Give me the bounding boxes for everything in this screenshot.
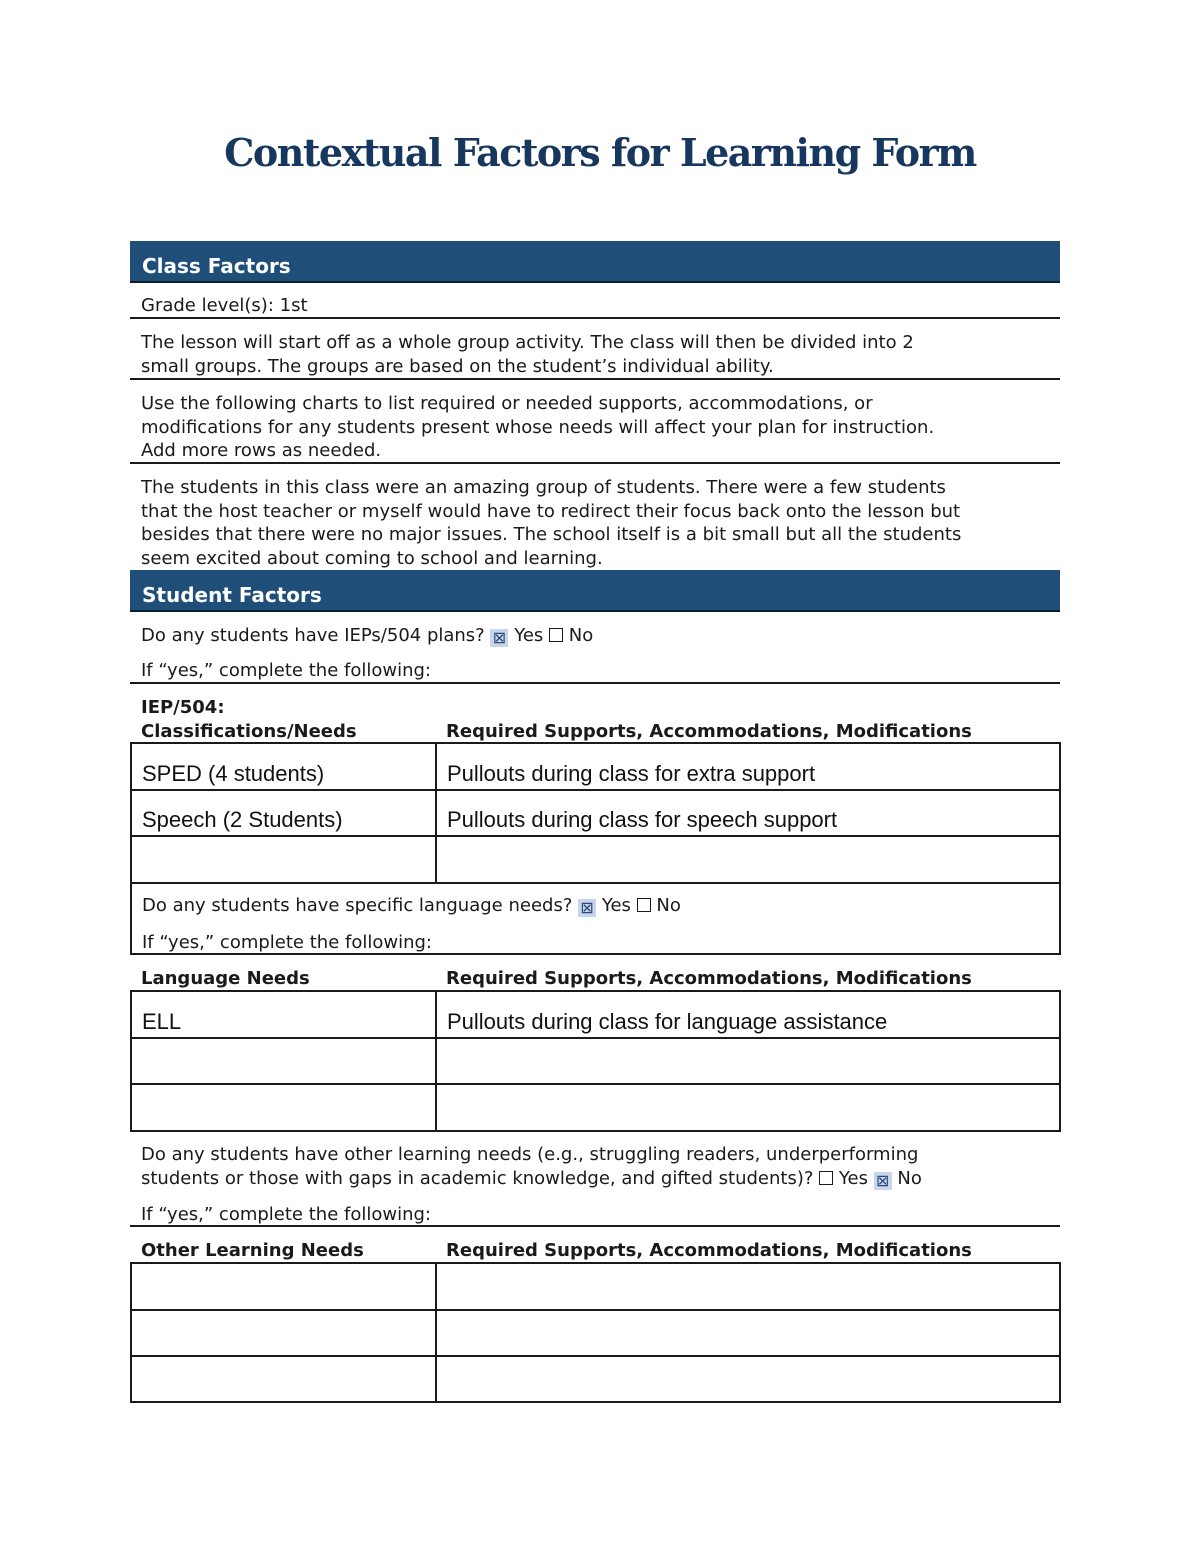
table-row — [131, 1084, 1060, 1131]
page-title: Contextual Factors for Learning Form — [224, 130, 976, 175]
grade-level-row — [130, 283, 1060, 319]
other-needs-question: Do any students have other learning needs (e.g., struggling readers, underperforming students or those with gaps in academic knowledge, and gifted students)? Yes ⊠ No — [141, 1144, 922, 1190]
iep-support-cell[interactable]: Pullouts during class for speech support — [436, 790, 1060, 836]
other-yes-label: Yes — [838, 1167, 868, 1189]
lang-need-cell[interactable] — [131, 1038, 436, 1084]
iep-yes-checkbox[interactable]: ⊠ — [490, 629, 508, 647]
grade-level-text: Grade level(s): 1st — [141, 295, 308, 316]
other-col1-header: Other Learning Needs — [141, 1240, 364, 1261]
lesson-text-line: small groups. The groups are based on the student’s individual ability. — [141, 355, 774, 377]
iep-col2-header: Required Supports, Accommodations, Modifications — [446, 721, 972, 742]
lang-yes-checkbox[interactable]: ⊠ — [578, 899, 596, 917]
iep-col1-header: IEP/504: Classifications/Needs — [141, 697, 357, 742]
iep-question-row — [130, 612, 1060, 684]
table-row — [131, 836, 1060, 883]
other-no-checkbox[interactable]: ⊠ — [874, 1172, 892, 1190]
other-support-cell[interactable] — [436, 1356, 1060, 1402]
lang-need-cell[interactable] — [131, 1084, 436, 1131]
language-question-row — [130, 882, 1061, 955]
lang-support-cell[interactable]: Pullouts during class for language assistance — [436, 991, 1060, 1038]
other-followup-row — [130, 1203, 1060, 1227]
table-row — [131, 1038, 1060, 1084]
iep-need-cell[interactable] — [131, 836, 436, 883]
instructions-line: Add more rows as needed. — [141, 440, 382, 461]
iep-no-checkbox[interactable] — [549, 628, 563, 642]
other-no-label: No — [897, 1167, 922, 1189]
language-col2-header: Required Supports, Accommodations, Modifications — [446, 968, 972, 989]
notes-line: seem excited about coming to school and learning. — [141, 547, 603, 569]
iep-table — [130, 742, 1061, 884]
lang-no-label: No — [656, 895, 681, 916]
notes-line: The students in this class were an amazing group of students. There were a few students — [141, 477, 946, 498]
other-support-cell[interactable] — [436, 1310, 1060, 1356]
other-need-cell[interactable] — [131, 1356, 436, 1402]
other-need-cell[interactable] — [131, 1263, 436, 1310]
iep-support-cell[interactable] — [436, 836, 1060, 883]
other-col2-header: Required Supports, Accommodations, Modifications — [446, 1240, 972, 1261]
instructions-row — [130, 380, 1060, 464]
lesson-description-row — [130, 319, 1060, 380]
language-question: Do any students have specific language needs? ⊠ Yes No — [142, 895, 681, 917]
instructions-line: Use the following charts to list required or needed supports, accommodations, or — [141, 393, 873, 414]
lang-no-checkbox[interactable] — [637, 898, 651, 912]
iep-need-cell[interactable]: Speech (2 Students) — [131, 790, 436, 836]
other-followup: If “yes,” complete the following: — [141, 1204, 431, 1225]
student-factors-header: Student Factors — [130, 570, 1060, 612]
other-support-cell[interactable] — [436, 1263, 1060, 1310]
iep-question: Do any students have IEPs/504 plans? ⊠ Yes No — [141, 625, 594, 647]
lesson-text-line: The lesson will start off as a whole group activity. The class will then be divided into 2 — [141, 332, 914, 353]
language-col1-header: Language Needs — [141, 968, 310, 989]
lang-support-cell[interactable] — [436, 1038, 1060, 1084]
class-factors-header: Class Factors — [130, 241, 1060, 283]
notes-line: besides that there were no major issues. The school itself is a bit small but all the students — [141, 524, 962, 545]
table-row — [131, 1310, 1060, 1356]
lang-yes-label: Yes — [601, 895, 631, 916]
table-row — [131, 743, 1060, 790]
iep-need-cell[interactable]: SPED (4 students) — [131, 743, 436, 790]
notes-line: that the host teacher or myself would have to redirect their focus back onto the lesson but — [141, 500, 961, 522]
iep-no-label: No — [568, 625, 594, 646]
iep-yes-label: Yes — [514, 625, 544, 646]
iep-followup: If “yes,” complete the following: — [141, 659, 431, 681]
lang-support-cell[interactable] — [436, 1084, 1060, 1131]
class-notes-row — [130, 464, 1060, 570]
other-need-cell[interactable] — [131, 1310, 436, 1356]
table-row — [131, 991, 1060, 1038]
lang-need-cell[interactable]: ELL — [131, 991, 436, 1038]
iep-support-cell[interactable]: Pullouts during class for extra support — [436, 743, 1060, 790]
table-row — [131, 1263, 1060, 1310]
table-row — [131, 790, 1060, 836]
table-row — [131, 1356, 1060, 1402]
language-followup: If “yes,” complete the following: — [142, 931, 432, 953]
language-table — [130, 990, 1061, 1132]
instructions-line: modifications for any students present whose needs will affect your plan for instruction. — [141, 416, 935, 438]
other-needs-table — [130, 1262, 1061, 1403]
other-yes-checkbox[interactable] — [819, 1171, 833, 1185]
